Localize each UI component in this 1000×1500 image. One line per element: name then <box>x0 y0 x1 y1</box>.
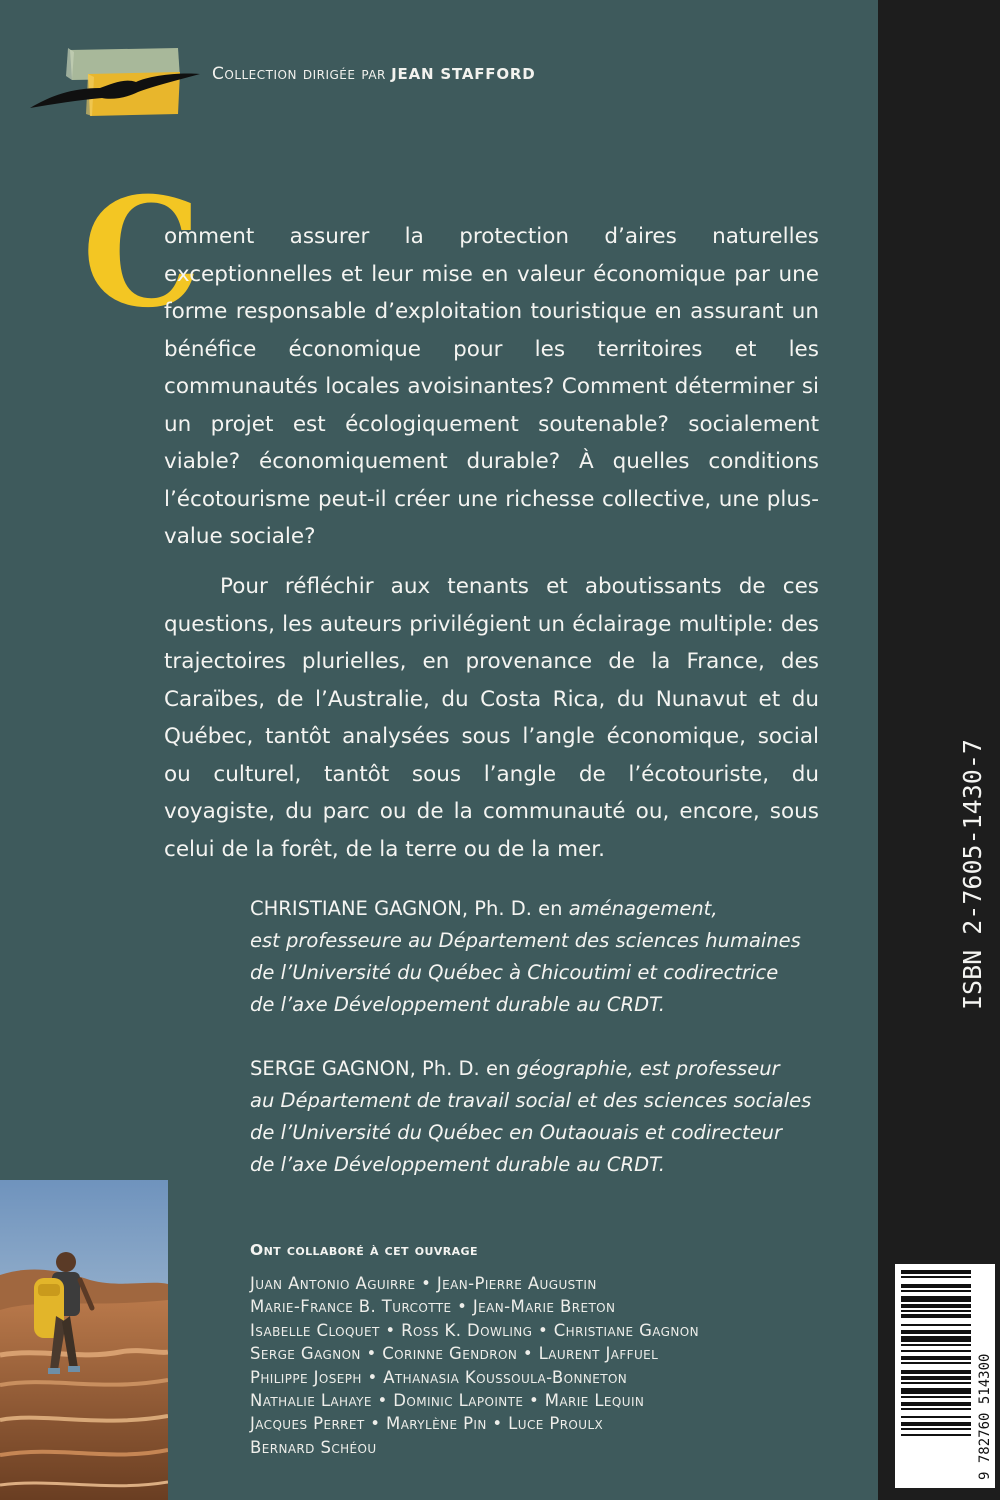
author-field: géographie, est professeur <box>510 1057 780 1080</box>
author-bio-line: de l’axe Développement durable au CRDT. <box>250 1153 665 1176</box>
collection-director: JEAN STAFFORD <box>391 65 536 83</box>
author-bio-line: de l’Université du Québec en Outaouais et codirecteur <box>250 1121 783 1144</box>
author-field: aménagement, <box>562 897 718 920</box>
collaborators-list <box>250 1272 810 1459</box>
author-bio-line: au Département de travail social et des sciences sociales <box>250 1089 812 1112</box>
intro-paragraph-1: omment assurer la protection d’aires naturelles exceptionnelles et leur mise en valeur économique par une forme responsable d’exploitation touristique en assurant un bénéfice économique pour les territoires et les communautés locales avoisinantes? Comment déterminer si un projet est écologiquement soutenable? socialement viable? économiquement durable? À quelles conditions l’écotourisme peut-il créer une richesse collective, une plus-value sociale? <box>164 224 819 549</box>
collaborators-line: Bernard Schéou <box>250 1437 377 1457</box>
hiker-photo <box>0 1180 168 1500</box>
collection-logo-icon <box>28 44 208 124</box>
collaborators-line: Jacques Perret • Marylène Pin • Luce Proulx <box>250 1414 604 1434</box>
author-name: CHRISTIANE GAGNON <box>250 897 462 920</box>
isbn-text: ISBN 2-7605-1430-7 <box>958 739 987 1010</box>
author-name: SERGE GAGNON <box>250 1057 410 1080</box>
author-degree: , Ph. D. en <box>409 1057 511 1080</box>
collection-line <box>212 64 536 84</box>
author-bio-line: est professeure au Département des sciences humaines <box>250 929 801 952</box>
collaborators-line: Serge Gagnon • Corinne Gendron • Laurent Jaffuel <box>250 1344 659 1364</box>
author-degree: , Ph. D. en <box>461 897 563 920</box>
drop-cap: C <box>82 165 202 341</box>
barcode-icon <box>895 1264 995 1488</box>
collaborators-line: Isabelle Cloquet • Ross K. Dowling • Christiane Gagnon <box>250 1320 699 1340</box>
collaborators-line: Nathalie Lahaye • Dominic Lapointe • Marie Lequin <box>250 1391 645 1411</box>
collaborators-line: Philippe Joseph • Athanasia Koussoula-Bonneton <box>250 1367 628 1387</box>
collaborators-line: Marie-France B. Turcotte • Jean-Marie Breton <box>250 1297 616 1317</box>
author-bio-1 <box>250 893 850 1021</box>
intro-paragraph-2: Pour réfléchir aux tenants et aboutissants de ces questions, les auteurs privilégient un éclairage multiple: des trajectoires plurielles, en provenance de la France, des Caraïbes, de l’Australie, du Costa Rica, du Nunavut et du Québec, tantôt analysées sous l’angle économique, social ou culturel, tantôt sous l’angle de l’écotouriste, du voyagiste, du parc ou de la communauté ou, encore, sous celui de la forêt, de la terre ou de la mer. <box>164 574 819 862</box>
author-bio-line: de l’Université du Québec à Chicoutimi et codirectrice <box>250 961 779 984</box>
collection-prefix: Collection dirigée par <box>212 64 386 84</box>
collaborators-line: Juan Antonio Aguirre • Jean-Pierre Augustin <box>250 1274 597 1293</box>
author-bio-line: de l’axe Développement durable au CRDT. <box>250 993 665 1016</box>
author-bio-2 <box>250 1053 850 1181</box>
collaborators-title: Ont collaboré à cet ouvrage <box>250 1241 478 1259</box>
barcode-digits: 9 782760 514300 <box>977 1353 993 1480</box>
